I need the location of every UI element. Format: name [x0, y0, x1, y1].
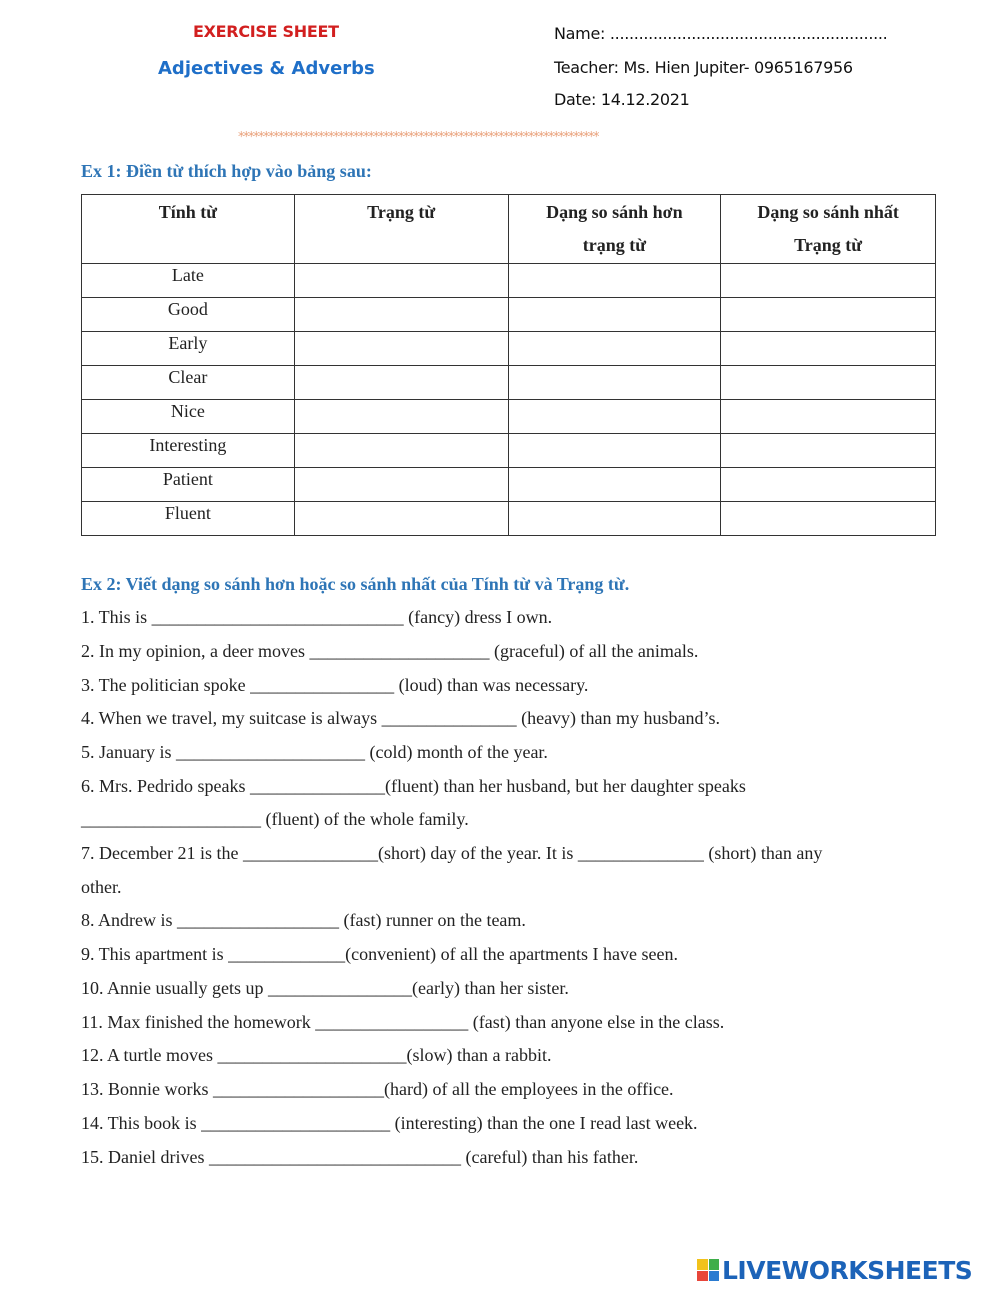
teacher-line: Teacher: Ms. Hien Jupiter- 0965167956 — [554, 58, 853, 77]
adjective-cell: Patient — [82, 468, 295, 502]
table-row — [82, 502, 936, 536]
answer-cell[interactable] — [508, 332, 721, 366]
answer-cell[interactable] — [721, 366, 936, 400]
column-header: Trạng từ — [294, 195, 508, 264]
ex1-heading: Ex 1: Điền từ thích hợp vào bảng sau: — [81, 161, 372, 181]
answer-cell[interactable] — [294, 400, 508, 434]
answer-cell[interactable] — [508, 502, 721, 536]
sheet-subtitle: Adjectives & Adverbs — [158, 58, 375, 79]
answer-cell[interactable] — [721, 332, 936, 366]
adjective-cell: Nice — [82, 400, 295, 434]
adverb-table — [81, 194, 936, 536]
adjective-cell: Interesting — [82, 434, 295, 468]
adjective-cell: Late — [82, 264, 295, 298]
exercise-line[interactable]: 7. December 21 is the _______________(short) day of the year. It is ______________ (short) than any — [81, 843, 823, 863]
answer-cell[interactable] — [294, 502, 508, 536]
answer-cell[interactable] — [508, 298, 721, 332]
answer-cell[interactable] — [721, 400, 936, 434]
answer-cell[interactable] — [508, 264, 721, 298]
answer-cell[interactable] — [508, 366, 721, 400]
exercise-line[interactable]: 6. Mrs. Pedrido speaks _______________(fluent) than her husband, but her daughter speaks — [81, 776, 746, 796]
logo-text: LIVEWORKSHEETS — [722, 1255, 973, 1285]
exercise-line[interactable]: 10. Annie usually gets up ________________(early) than her sister. — [81, 978, 569, 998]
exercise-line[interactable]: 4. When we travel, my suitcase is always _______________ (heavy) than my husband’s. — [81, 708, 721, 728]
answer-cell[interactable] — [721, 434, 936, 468]
answer-cell[interactable] — [294, 366, 508, 400]
exercise-line[interactable]: 14. This book is _____________________ (interesting) than the one I read last week. — [81, 1113, 698, 1133]
table-row — [82, 298, 936, 332]
answer-cell[interactable] — [294, 332, 508, 366]
exercise-line[interactable]: 13. Bonnie works ___________________(hard) of all the employees in the office. — [81, 1079, 674, 1099]
table-row — [82, 400, 936, 434]
answer-cell[interactable] — [508, 400, 721, 434]
column-header: Dạng so sánh nhất Trạng từ — [721, 195, 936, 264]
adjective-cell: Early — [82, 332, 295, 366]
table-row — [82, 332, 936, 366]
exercise-line[interactable]: 12. A turtle moves _____________________(slow) than a rabbit. — [81, 1045, 552, 1065]
answer-cell[interactable] — [294, 298, 508, 332]
column-header: Tính từ — [82, 195, 295, 264]
answer-cell[interactable] — [721, 502, 936, 536]
date-line: Date: 14.12.2021 — [554, 90, 690, 109]
adjective-cell: Fluent — [82, 502, 295, 536]
column-header: Dạng so sánh hơn trạng từ — [508, 195, 721, 264]
ex2-heading: Ex 2: Viết dạng so sánh hơn hoặc so sánh nhất của Tính từ và Trạng từ. — [81, 574, 630, 594]
exercise-line: other. — [81, 877, 122, 897]
answer-cell[interactable] — [294, 468, 508, 502]
answer-cell[interactable] — [721, 298, 936, 332]
adjective-cell: Clear — [82, 366, 295, 400]
exercise-line[interactable]: 5. January is _____________________ (cold) month of the year. — [81, 742, 548, 762]
table-row — [82, 468, 936, 502]
answer-cell[interactable] — [508, 434, 721, 468]
adjective-cell: Good — [82, 298, 295, 332]
exercise-line[interactable]: 9. This apartment is _____________(convenient) of all the apartments I have seen. — [81, 944, 679, 964]
sheet-title: EXERCISE SHEET — [193, 22, 339, 41]
table-row — [82, 264, 936, 298]
answer-cell[interactable] — [508, 468, 721, 502]
star-divider: ************************************************************************ — [238, 130, 598, 142]
table-row — [82, 434, 936, 468]
table-header-row — [82, 195, 936, 264]
answer-cell[interactable] — [721, 264, 936, 298]
exercise-line[interactable]: ____________________ (fluent) of the whole family. — [81, 809, 469, 829]
table-row — [82, 366, 936, 400]
answer-cell[interactable] — [294, 264, 508, 298]
answer-cell[interactable] — [721, 468, 936, 502]
exercise-line[interactable]: 11. Max finished the homework _________________ (fast) than anyone else in the class. — [81, 1012, 725, 1032]
logo-squares-icon — [697, 1259, 719, 1281]
exercise-line[interactable]: 2. In my opinion, a deer moves ____________________ (graceful) of all the animals. — [81, 641, 699, 661]
exercise-line[interactable]: 1. This is ____________________________ (fancy) dress I own. — [81, 607, 553, 627]
exercise-line[interactable]: 3. The politician spoke ________________ (loud) than was necessary. — [81, 675, 589, 695]
answer-cell[interactable] — [294, 434, 508, 468]
name-line: Name: .......................................................... — [554, 24, 888, 43]
exercise-line[interactable]: 15. Daniel drives ____________________________ (careful) than his father. — [81, 1147, 639, 1167]
exercise-line[interactable]: 8. Andrew is __________________ (fast) runner on the team. — [81, 910, 526, 930]
liveworksheets-logo[interactable] — [697, 1256, 972, 1284]
